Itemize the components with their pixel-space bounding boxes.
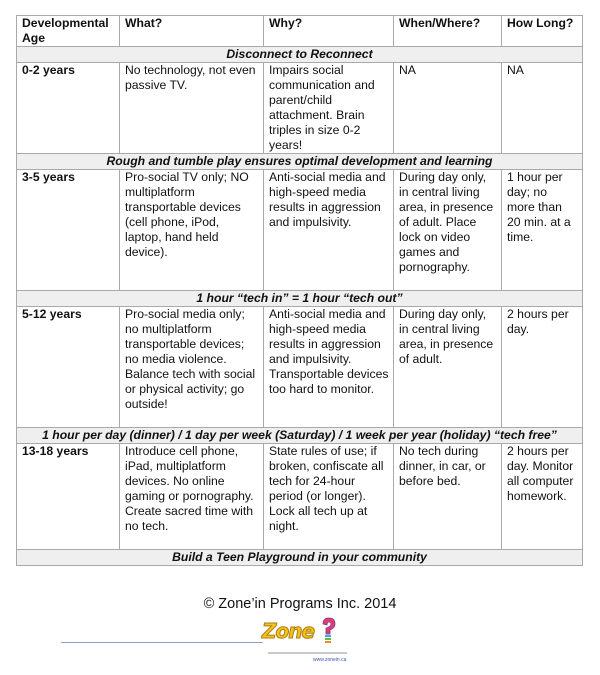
age-cell: 3-5 years (17, 170, 120, 291)
section-banner (17, 291, 583, 307)
header-developmental-age: Developmental Age (17, 16, 120, 47)
age-cell: 13-18 years (17, 444, 120, 550)
how-long-cell: 2 hours per day. Monitor all computer homework. (502, 444, 583, 550)
age-cell: 5-12 years (17, 307, 120, 428)
section-banner-text: 1 hour per day (dinner) / 1 day per week (Saturday) / 1 week per year (holiday) “tech free” (17, 428, 583, 444)
table-row (17, 307, 583, 428)
zonein-logo (262, 617, 340, 647)
what-cell: Pro-social TV only; NO multiplatform transportable devices (cell phone, iPod, laptop, hand held device). (120, 170, 264, 291)
section-banner-text: Disconnect to Reconnect (17, 47, 583, 63)
why-cell: Anti-social media and high-speed media results in aggression and impulsivity. (264, 170, 394, 291)
why-cell: Impairs social communication and parent/child attachment. Brain triples in size 0-2 years! (264, 63, 394, 154)
how-long-cell: 2 hours per day. (502, 307, 583, 428)
age-cell: 0-2 years (17, 63, 120, 154)
section-banner (17, 428, 583, 444)
what-cell: Introduce cell phone, iPad, multiplatform devices. No online gaming or pornography. Create sacred time with no tech. (120, 444, 264, 550)
copyright-notice: © Zone’in Programs Inc. 2014 (203, 596, 397, 612)
address-line (268, 652, 347, 654)
table-header-row (17, 16, 583, 47)
closing-banner (17, 550, 583, 566)
section-banner-text: 1 hour “tech in” = 1 hour “tech out” (17, 291, 583, 307)
when-where-cell: During day only, in central living area, in presence of adult. (394, 307, 502, 428)
header-why: Why? (264, 16, 394, 47)
when-where-cell: No tech during dinner, in car, or before bed. (394, 444, 502, 550)
why-cell: Anti-social media and high-speed media results in aggression and impulsivity. Transportable devices too hard to monitor. (264, 307, 394, 428)
logo-wordmark: Zone (262, 619, 315, 643)
header-when-where: When/Where? (394, 16, 502, 47)
table-row (17, 444, 583, 550)
logo-question-mark-icon (320, 617, 336, 645)
section-banner-text: Rough and tumble play ensures optimal development and learning (17, 154, 583, 170)
closing-banner-text: Build a Teen Playground in your community (17, 550, 583, 566)
header-what: What? (120, 16, 264, 47)
table-row (17, 63, 583, 154)
how-long-cell: NA (502, 63, 583, 154)
section-banner (17, 47, 583, 63)
header-how-long: How Long? (502, 16, 583, 47)
table-row (17, 170, 583, 291)
what-cell: No technology, not even passive TV. (120, 63, 264, 154)
footer-divider (61, 642, 263, 643)
when-where-cell: During day only, in central living area, in presence of adult. Place lock on video games and pornography. (394, 170, 502, 291)
why-cell: State rules of use; if broken, confiscate all tech for 24-hour period (or longer). Lock all tech up at night. (264, 444, 394, 550)
how-long-cell: 1 hour per day; no more than 20 min. at a time. (502, 170, 583, 291)
website-link[interactable]: www.zonein.ca (313, 657, 347, 663)
screen-time-guidelines-table (16, 15, 583, 566)
when-where-cell: NA (394, 63, 502, 154)
section-banner (17, 154, 583, 170)
what-cell: Pro-social media only; no multiplatform transportable devices; no media violence. Balance tech with social or physical activity; go outside! (120, 307, 264, 428)
